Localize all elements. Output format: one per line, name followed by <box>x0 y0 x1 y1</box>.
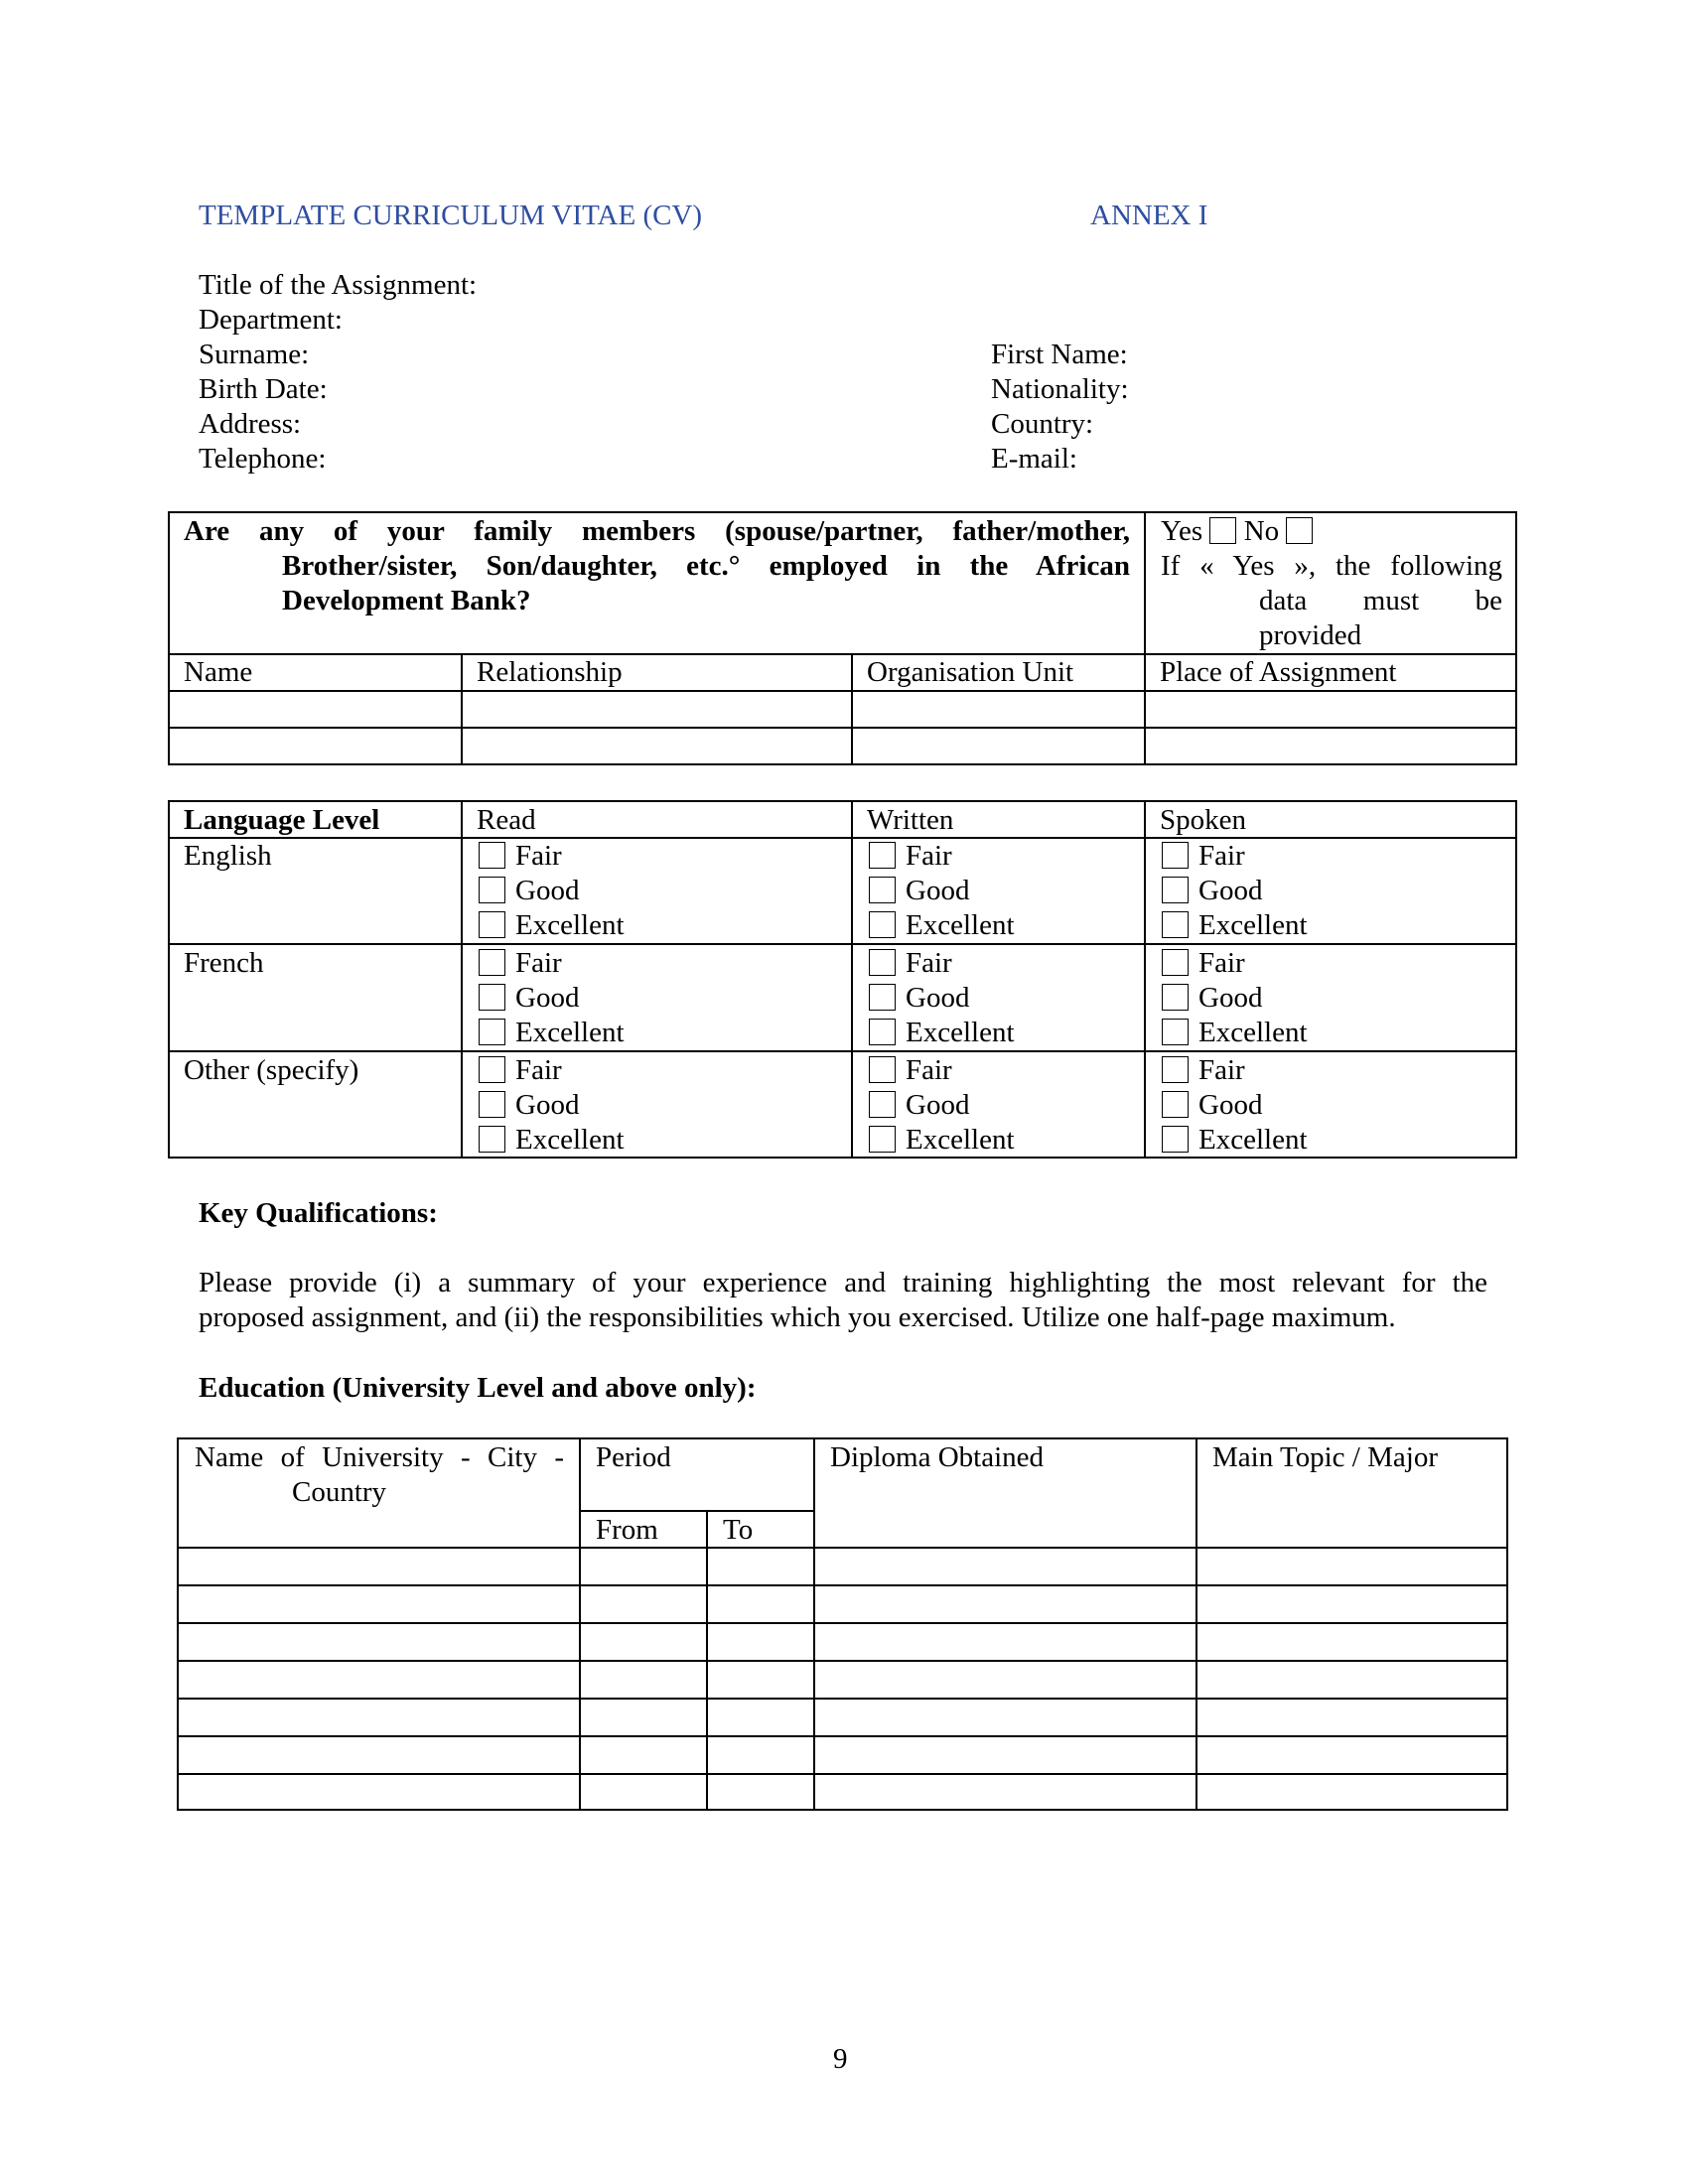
language-option-other-read[interactable] <box>479 1123 625 1158</box>
checkbox[interactable] <box>869 1056 896 1083</box>
language-option-english-read[interactable] <box>479 874 579 908</box>
family-col-relationship: Relationship <box>477 656 623 688</box>
language-col-level: Language Level <box>184 804 380 836</box>
language-option-other-spoken[interactable] <box>1162 1088 1262 1123</box>
level-label: Fair <box>515 840 562 872</box>
language-option-french-spoken[interactable] <box>1162 946 1245 981</box>
level-label: Good <box>906 1089 970 1121</box>
language-col-read: Read <box>477 804 536 836</box>
level-label: Excellent <box>1198 909 1308 941</box>
key-qualifications-text-line2: proposed assignment, and (ii) the responsibilities which you exercised. Utilize one half-page maximum. <box>199 1301 1396 1333</box>
level-label: Fair <box>515 947 562 979</box>
education-col-period: Period <box>596 1441 671 1473</box>
document-title: TEMPLATE CURRICULUM VITAE (CV) <box>199 200 703 231</box>
checkbox[interactable] <box>479 1091 505 1118</box>
checkbox[interactable] <box>1162 1126 1189 1153</box>
language-option-english-spoken[interactable] <box>1162 874 1262 908</box>
language-option-french-read[interactable] <box>479 981 579 1016</box>
checkbox[interactable] <box>479 1126 505 1153</box>
education-col-diploma: Diploma Obtained <box>830 1441 1045 1473</box>
language-option-other-written[interactable] <box>869 1053 952 1088</box>
language-option-english-written[interactable] <box>869 908 1015 943</box>
level-label: Excellent <box>906 1124 1015 1156</box>
checkbox[interactable] <box>869 842 896 869</box>
checkbox[interactable] <box>479 949 505 976</box>
level-label: Fair <box>1198 947 1245 979</box>
checkbox[interactable] <box>479 1019 505 1045</box>
education-col-from: From <box>596 1514 658 1546</box>
language-option-other-read[interactable] <box>479 1053 562 1088</box>
language-option-english-spoken[interactable] <box>1162 908 1308 943</box>
level-label: Fair <box>906 1054 952 1086</box>
key-qualifications-heading: Key Qualifications: <box>199 1197 438 1229</box>
language-option-french-spoken[interactable] <box>1162 1016 1308 1050</box>
level-label: Excellent <box>515 1124 625 1156</box>
level-label: Fair <box>906 840 952 872</box>
language-option-english-spoken[interactable] <box>1162 839 1245 874</box>
language-row-other: Other (specify) <box>184 1054 359 1086</box>
checkbox[interactable] <box>1162 1091 1189 1118</box>
yes-checkbox[interactable] <box>1209 517 1236 544</box>
level-label: Good <box>515 1089 580 1121</box>
language-option-english-read[interactable] <box>479 839 562 874</box>
language-option-french-written[interactable] <box>869 1016 1015 1050</box>
education-heading: Education (University Level and above only): <box>199 1372 757 1404</box>
level-label: Good <box>906 982 970 1014</box>
level-label: Excellent <box>1198 1017 1308 1048</box>
level-label: Fair <box>906 947 952 979</box>
level-label: Excellent <box>1198 1124 1308 1156</box>
no-label: No <box>1243 515 1280 547</box>
family-yes-no <box>1161 514 1313 549</box>
language-option-french-read[interactable] <box>479 1016 625 1050</box>
language-option-english-written[interactable] <box>869 839 952 874</box>
checkbox[interactable] <box>479 877 505 903</box>
checkbox[interactable] <box>869 1091 896 1118</box>
language-row-french: French <box>184 947 264 979</box>
country-label: Country: <box>991 408 1094 440</box>
telephone-label: Telephone: <box>199 443 327 475</box>
level-label: Good <box>1198 1089 1263 1121</box>
checkbox[interactable] <box>1162 1056 1189 1083</box>
language-option-english-read[interactable] <box>479 908 625 943</box>
education-col-major: Main Topic / Major <box>1212 1441 1438 1473</box>
level-label: Good <box>1198 875 1263 906</box>
level-label: Good <box>906 875 970 906</box>
level-label: Excellent <box>515 1017 625 1048</box>
first-name-label: First Name: <box>991 339 1128 370</box>
level-label: Fair <box>1198 1054 1245 1086</box>
key-qualifications-text-line1: Please provide (i) a summary of your experience and training highlighting the most relevant for the <box>199 1267 1487 1298</box>
birth-date-label: Birth Date: <box>199 373 328 405</box>
level-label: Good <box>1198 982 1263 1014</box>
email-label: E-mail: <box>991 443 1077 475</box>
level-label: Good <box>515 982 580 1014</box>
family-col-organisation-unit: Organisation Unit <box>867 656 1074 688</box>
language-option-other-spoken[interactable] <box>1162 1123 1308 1158</box>
language-option-french-written[interactable] <box>869 946 952 981</box>
language-row-english: English <box>184 840 272 872</box>
checkbox[interactable] <box>869 1126 896 1153</box>
level-label: Fair <box>1198 840 1245 872</box>
education-col-name-line2: Country <box>292 1476 387 1508</box>
checkbox[interactable] <box>869 949 896 976</box>
language-option-other-written[interactable] <box>869 1088 969 1123</box>
checkbox[interactable] <box>1162 842 1189 869</box>
language-option-french-written[interactable] <box>869 981 969 1016</box>
family-note-line2: data must be <box>1259 585 1502 616</box>
language-option-french-read[interactable] <box>479 946 562 981</box>
education-col-name-line1: Name of University - City - <box>195 1441 564 1473</box>
yes-label: Yes <box>1161 515 1203 547</box>
checkbox[interactable] <box>479 1056 505 1083</box>
level-label: Fair <box>515 1054 562 1086</box>
language-option-french-spoken[interactable] <box>1162 981 1262 1016</box>
checkbox[interactable] <box>479 911 505 938</box>
family-question-line2: Brother/sister, Son/daughter, etc.° employed in the African <box>282 550 1130 582</box>
level-label: Excellent <box>906 1017 1015 1048</box>
no-checkbox[interactable] <box>1286 517 1313 544</box>
surname-label: Surname: <box>199 339 310 370</box>
language-option-other-spoken[interactable] <box>1162 1053 1245 1088</box>
checkbox[interactable] <box>479 842 505 869</box>
language-col-written: Written <box>867 804 954 836</box>
nationality-label: Nationality: <box>991 373 1129 405</box>
family-note-line3: provided <box>1259 619 1362 651</box>
checkbox[interactable] <box>1162 911 1189 938</box>
language-option-other-read[interactable] <box>479 1088 579 1123</box>
checkbox[interactable] <box>1162 877 1189 903</box>
level-label: Good <box>515 875 580 906</box>
address-label: Address: <box>199 408 302 440</box>
family-question-line3: Development Bank? <box>282 585 531 616</box>
checkbox[interactable] <box>1162 984 1189 1011</box>
department-label: Department: <box>199 304 343 336</box>
language-option-other-written[interactable] <box>869 1123 1015 1158</box>
checkbox[interactable] <box>869 984 896 1011</box>
family-col-name: Name <box>184 656 253 688</box>
family-col-place-of-assignment: Place of Assignment <box>1160 656 1397 688</box>
level-label: Excellent <box>515 909 625 941</box>
assignment-title-label: Title of the Assignment: <box>199 269 478 301</box>
family-question-line1: Are any of your family members (spouse/partner, father/mother, <box>184 515 1130 547</box>
checkbox[interactable] <box>869 911 896 938</box>
language-col-spoken: Spoken <box>1160 804 1246 836</box>
checkbox[interactable] <box>869 1019 896 1045</box>
checkbox[interactable] <box>869 877 896 903</box>
checkbox[interactable] <box>1162 1019 1189 1045</box>
page-number: 9 <box>833 2043 848 2075</box>
checkbox[interactable] <box>479 984 505 1011</box>
education-col-to: To <box>723 1514 754 1546</box>
checkbox[interactable] <box>1162 949 1189 976</box>
annex-label: ANNEX I <box>1090 200 1208 231</box>
family-note-line1: If « Yes », the following <box>1161 550 1502 582</box>
level-label: Excellent <box>906 909 1015 941</box>
language-option-english-written[interactable] <box>869 874 969 908</box>
